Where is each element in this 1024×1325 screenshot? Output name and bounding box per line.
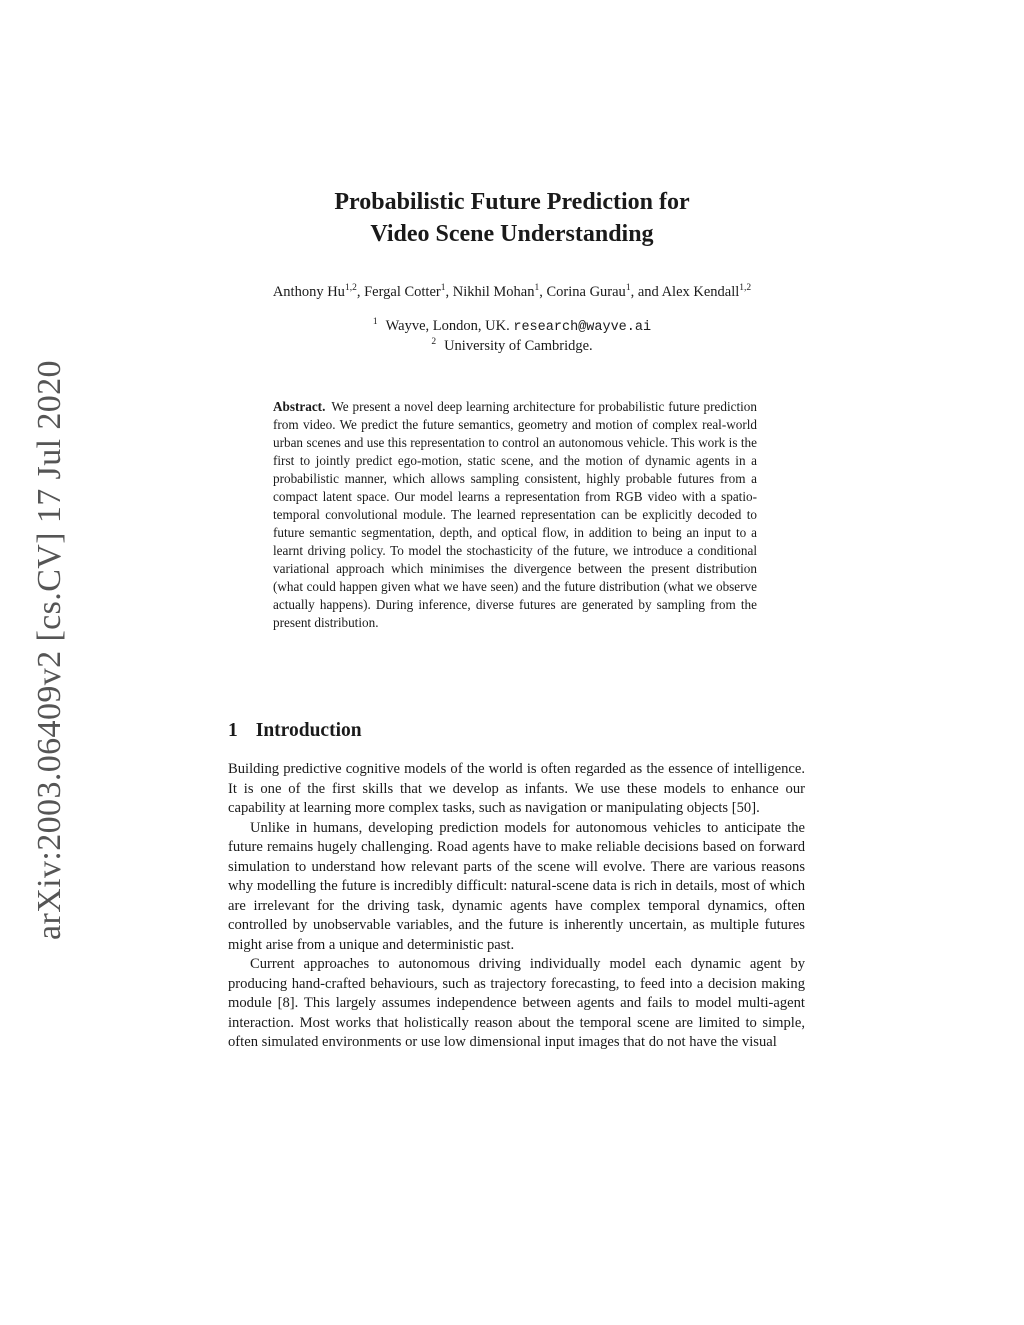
- paragraph: Unlike in humans, developing prediction models for autonomous vehicles to anticipate the future remains hugely challenging. Road agents have to make reliable decisions based on forward simulation to understand how relevant parts of the scene will evolve. There are various reasons why modelling the future is incredibly difficult: natural-scene data is rich in details, most of which are irrelevant for the driving task, dynamic agents have complex temporal dynamics, often controlled by unobservable variables, and the future is inherently uncertain, as multiple futures might arise from a unique and deterministic past.: [228, 819, 805, 953]
- section-number: 1: [228, 720, 238, 741]
- title-line-1: Probabilistic Future Prediction for: [334, 189, 690, 215]
- author: Corina Gurau$^1$, and: [546, 283, 662, 300]
- contact-email[interactable]: research@wayve.ai: [513, 320, 652, 335]
- affiliation-2: $^2$ University of Cambridge.: [431, 337, 593, 354]
- author: Anthony Hu$^{1,2}$,: [272, 283, 365, 300]
- paragraph: Current approaches to autonomous driving individually model each dynamic agent by producing hand-crafted behaviours, such as trajectory forecasting, to feed into a decision making module [8]. This largely assumes independence between agents and fails to model multi-agent interaction. Most works that holistically reason about the temporal scene are limited to simple, often simulated environments or use low dimensional input images that do not have the visual: [228, 956, 805, 1050]
- paper-title: [0, 186, 1024, 250]
- author-list: [0, 283, 1024, 301]
- introduction-body: [228, 760, 805, 1053]
- section-title: Introduction: [255, 720, 362, 741]
- author: Alex Kendall$^{1,2}$: [661, 283, 752, 300]
- affiliation-1: $^1$ Wayve, London, UK. research@wayve.ai: [372, 317, 652, 335]
- paragraph: Building predictive cognitive models of the world is often regarded as the essence of intelligence. It is one of the first skills that we develop as infants. We use these models to enhance our capability at learning more complex tasks, such as navigation or manipulating objects [50].: [228, 761, 805, 816]
- abstract: [273, 398, 757, 632]
- arxiv-identifier-stamp: arXiv:2003.06409v2 [cs.CV] 17 Jul 2020: [31, 360, 68, 940]
- author: Nikhil Mohan$^1$,: [452, 283, 547, 300]
- abstract-label: Abstract.: [273, 399, 326, 414]
- abstract-text: We present a novel deep learning architecture for probabilistic future prediction from video. We predict the future semantics, geometry and motion of complex real-world urban scenes and use this representation to control an autonomous vehicle. This work is the first to jointly predict ego-motion, static scene, and the motion of dynamic agents in a probabilistic manner, which allows sampling consistent, highly probable futures from a compact latent space. Our model learns a representation from RGB video with a spatio-temporal convolutional module. The learned representation can be explicitly decoded to future semantic segmentation, depth, and optical flow, in addition to being an input to a learnt driving policy. To model the stochasticity of the future, we introduce a conditional variational approach which minimises the divergence between the present distribution (what could happen given what we have seen) and the future distribution (what we observe actually happens). During inference, diverse futures are generated by sampling from the present distribution.: [273, 399, 757, 630]
- section-heading-introduction: [228, 718, 362, 744]
- author: Fergal Cotter$^1$,: [364, 283, 453, 300]
- affiliations: [0, 317, 1024, 355]
- title-line-2: Video Scene Understanding: [370, 221, 654, 247]
